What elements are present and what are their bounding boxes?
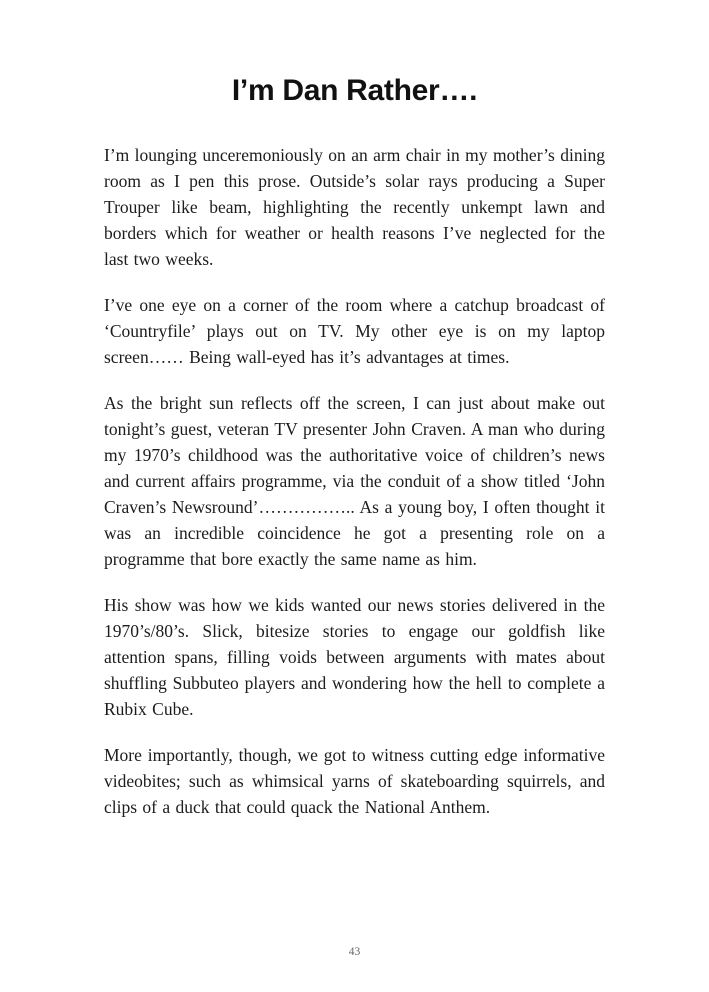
paragraph: I’m lounging unceremoniously on an arm chair in my mother’s dining room as I pen this prose. Outside’s solar rays producing a Super Trouper like beam, highlighting the recently unkempt lawn and borders which for weather or health reasons I’ve neglected for the last two weeks. xyxy=(104,144,605,269)
page-title: I’m Dan Rather…. xyxy=(231,74,478,107)
paragraph: I’ve one eye on a corner of the room where a catchup broadcast of ‘Countryfile’ plays out on TV. My other eye is on my laptop screen…… Being wall-eyed has it’s advantages at times. xyxy=(104,294,605,367)
page-number: 43 xyxy=(348,946,361,958)
page-content xyxy=(104,72,605,840)
paragraph: His show was how we kids wanted our news stories delivered in the 1970’s/80’s. Slick, bitesize stories to engage our goldfish like attention spans, filling voids between arguments with mates about shuffling Subbuteo players and wondering how the hell to complete a Rubix Cube. xyxy=(104,594,605,719)
paragraph: As the bright sun reflects off the screen, I can just about make out tonight’s guest, veteran TV presenter John Craven. A man who during my 1970’s childhood was the authoritative voice of children’s news and current affairs programme, via the conduit of a show titled ‘John Craven’s Newsround’…………….. As a young boy, I often thought it was an incredible coincidence he got a presenting role on a programme that bore exactly the same name as him. xyxy=(104,392,605,569)
paragraph: More importantly, though, we got to witness cutting edge informative videobites; such as whimsical yarns of skateboarding squirrels, and clips of a duck that could quack the National Anthem. xyxy=(104,744,605,817)
